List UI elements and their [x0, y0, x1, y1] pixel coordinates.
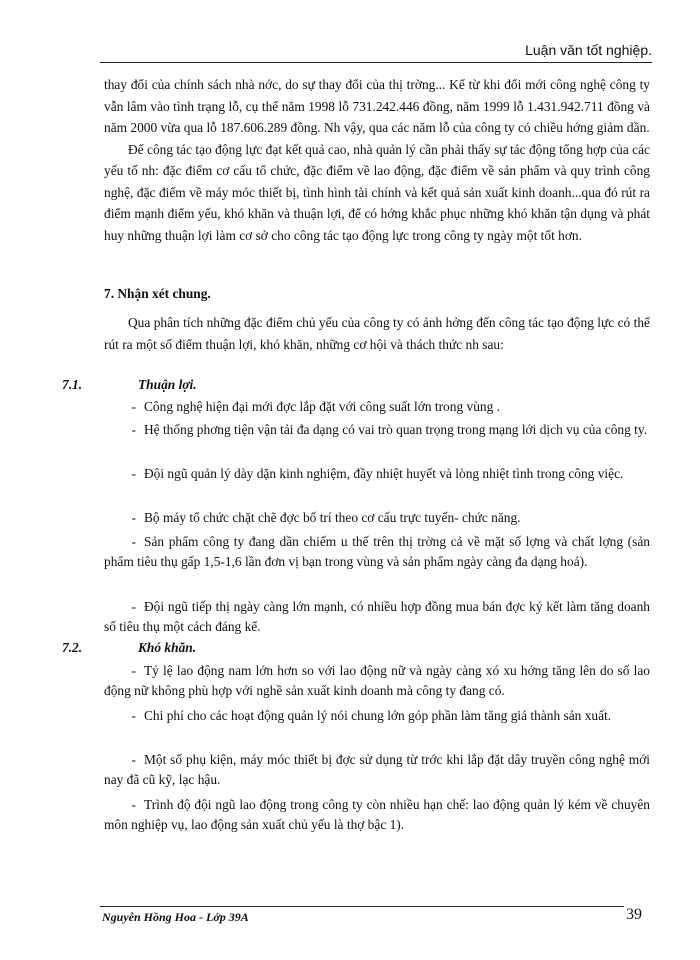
list-item: [104, 508, 650, 528]
dash-bullet: -: [131, 663, 136, 678]
dash-bullet: -: [131, 466, 136, 481]
intro-text: [104, 312, 650, 355]
list-item-text: Đội ngũ tiếp thị ngày càng lớn mạnh, có nhiều hợp đồng mua bán đợc ký kết làm tăng doanh số tiêu thụ một cách đáng kể.: [104, 599, 650, 634]
paragraph: thay đổi của chính sách nhà nớc, do sự thay đổi của thị trờng... Kể từ khi đổi mới công nghệ công ty vẫn lâm vào tình trạng lỗ, cụ thể năm 1998 lỗ 731.242.446 đồng, năm 1999 lỗ 1.431.942.711 đồng và năm 2000 vừa qua lỗ 187.606.289 đồng. Nh vậy, qua các năm lỗ của công ty có chiều hớng giảm dần.: [104, 77, 650, 135]
list-item: [104, 750, 650, 790]
subsection-heading: [62, 377, 197, 393]
section-heading: 7. Nhận xét chung.: [104, 286, 211, 301]
list-item-text: Hệ thống phơng tiện vận tải đa dạng có vai trò quan trọng trong mạng lới dịch vụ của công ty.: [144, 422, 648, 437]
dash-bullet: -: [131, 534, 136, 549]
subsection-heading: [62, 640, 197, 656]
list-item: [104, 420, 650, 440]
subsection-title: Thuận lợi.: [138, 377, 197, 392]
list-item-text: Đội ngũ quản lý dày dặn kinh nghiệm, đầy nhiệt huyết và lòng nhiệt tình trong công việc.: [144, 466, 624, 481]
dash-bullet: -: [131, 599, 136, 614]
dash-bullet: -: [131, 510, 136, 525]
list-item: [104, 597, 650, 637]
page-number: 39: [626, 906, 642, 923]
list-item-text: Trình độ đội ngũ lao động trong công ty còn nhiều hạn chế: lao động quản lý kém về chuyên môn nghiệp vụ, lao động sản xuất chủ yếu là thợ bậc 1).: [104, 797, 650, 832]
dash-bullet: -: [131, 797, 136, 812]
paragraph: Để công tác tạo động lực đạt kết quả cao, nhà quản lý cần phải thấy sự tác động tổng hợp của các yếu tố nh: đặc điểm cơ cấu tổ chức, đặc điểm về lao động, đặc điểm về sản phẩm và quy trình công nghệ, đặc điểm về máy móc thiết bị, tình hình tài chính và kết quả sản xuất kinh doanh...qua đó rút ra điểm mạnh điểm yếu, khó khăn và thuận lợi, để có hớng khắc phục những khó khăn tận dụng và phát huy những thuận lợi làm cơ sở cho công tác tạo động lực trong công ty ngày một tốt hơn.: [104, 141, 650, 243]
dash-bullet: -: [131, 422, 136, 437]
list-item: [104, 661, 650, 701]
list-item: [104, 532, 650, 572]
body-text: [104, 74, 650, 246]
dash-bullet: -: [131, 399, 136, 414]
list-item-text: Chi phí cho các hoạt động quản lý nói chung lớn góp phần làm tăng giá thành sản xuất.: [144, 708, 612, 723]
list-item-text: Sản phẩm công ty đang dần chiếm u thế trên thị trờng cả về mặt số lợng và chất lợng (sản phẩm tiêu thụ gấp 1,5-1,6 lần đơn vị bạn trong vùng và sản phẩm ngày càng đa dạng hoá).: [104, 534, 650, 569]
paragraph: Qua phân tích những đặc điểm chủ yếu của công ty có ảnh hởng đến công tác tạo động lực có thể rút ra một số điểm thuận lợi, khó khăn, những cơ hội và thách thức nh sau:: [104, 315, 650, 352]
list-item-text: Bộ máy tổ chức chặt chẽ đợc bố trí theo cơ cấu trực tuyến- chức năng.: [144, 510, 521, 525]
subsection-title: Khó khăn.: [138, 640, 197, 655]
dash-bullet: -: [131, 708, 136, 723]
running-header: Luận văn tốt nghiệp.: [525, 42, 652, 58]
dash-bullet: -: [131, 752, 136, 767]
list-item-text: Tỷ lệ lao động nam lớn hơn so với lao động nữ và ngày càng xó xu hớng tăng lên do số lao động nữ không phù hợp với nghề sản xuất kinh doanh mà công ty đang có.: [104, 663, 650, 698]
list-item: [104, 397, 650, 417]
list-item-text: Công nghệ hiện đại mới đợc lắp đặt với công suất lớn trong vùng .: [144, 399, 500, 414]
list-item-text: Một số phụ kiện, máy móc thiết bị đợc sử dụng từ trớc khi lắp đặt dây truyền công nghệ mới nay đã cũ kỹ, lạc hậu.: [104, 752, 650, 787]
subsection-number: 7.1.: [62, 377, 83, 392]
list-item: [104, 795, 650, 835]
list-item: [104, 706, 650, 726]
footer-author: Nguyễn Hồng Hoa - Lớp 39A: [102, 910, 249, 924]
subsection-number: 7.2.: [62, 640, 83, 655]
header-rule: [100, 62, 652, 63]
list-item: [104, 464, 650, 484]
footer-rule: [100, 906, 624, 907]
